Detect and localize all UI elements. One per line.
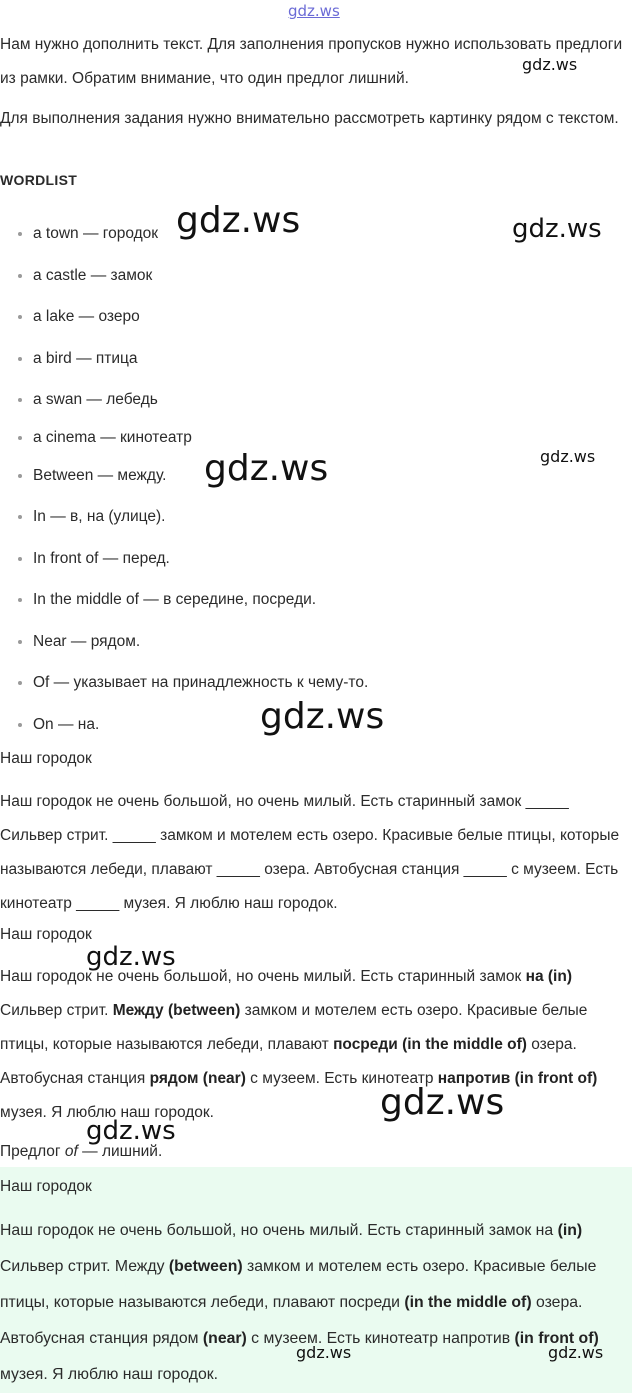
intro-paragraph: Нам нужно дополнить текст. Для заполнения пропусков нужно использовать предлоги из рамки. Обратим внимание, что один предлог лишний.	[0, 36, 623, 87]
task-text: Наш городок не очень большой, но очень милый. Есть старинный замок _____ Сильвер стрит. _____ замком и мотелем есть озеро. Красивые белые птицы, которые называются лебеди, плавают _____ озера. Автобусная станция _____ с музеем. Есть кинотеатр _____ музея. Я люблю наш городок.	[0, 793, 620, 912]
answer-in-front-of: напротив (in front of)	[437, 1070, 598, 1087]
watermark: gdz.ws	[512, 214, 602, 244]
watermark: gdz.ws	[522, 55, 578, 74]
wordlist-item: a swan — лебедь	[0, 379, 620, 421]
wordlist-item: a town — городок	[0, 213, 620, 255]
wordlist-item: In front of — перед.	[0, 538, 620, 580]
watermark-top-link[interactable]: gdz.ws	[288, 2, 340, 20]
solution-title: Наш городок	[0, 926, 92, 943]
answer-title: Наш городок	[0, 1178, 92, 1195]
wordlist-item: In — в, на (улице).	[0, 496, 620, 538]
wordlist-item: a lake — озеро	[0, 296, 620, 338]
answer-text: Наш городок не очень большой, но очень милый. Есть старинный замок на (in) Сильвер стрит. Между (between) замком и мотелем есть озеро. Красивые белые птицы, которые называются лебеди, плавают посреди (in the middle of) озера. Автобусная станция рядом (near) с музеем. Есть кинотеатр напротив (in front of) музея. Я люблю наш городок.	[0, 1222, 599, 1383]
watermark: gdz.ws	[86, 1116, 176, 1146]
wordlist-item: a bird — птица	[0, 338, 620, 380]
wordlist-item: a cinema — кинотеатр	[0, 421, 620, 455]
wordlist-heading: WORDLIST	[0, 172, 78, 188]
wordlist-item: Of — указывает на принадлежность к чему-то.	[0, 662, 620, 704]
watermark: gdz.ws	[540, 447, 596, 466]
watermark: gdz.ws	[548, 1343, 604, 1362]
watermark: gdz.ws	[380, 1082, 505, 1123]
wordlist-item: In the middle of — в середине, посреди.	[0, 579, 620, 621]
answer-near: рядом (near)	[149, 1070, 246, 1087]
watermark: gdz.ws	[86, 942, 176, 972]
wordlist-item: Near — рядом.	[0, 621, 620, 663]
answer-between: Между (between)	[112, 1002, 241, 1019]
task-title: Наш городок	[0, 750, 92, 767]
wordlist-item: a castle — замок	[0, 255, 620, 297]
watermark: gdz.ws	[176, 200, 301, 241]
watermark: gdz.ws	[260, 696, 385, 737]
intro-paragraph-2: Для выполнения задания нужно внимательно рассмотреть картинку рядом с текстом.	[0, 110, 619, 127]
wordlist-item: On — на.	[0, 704, 620, 746]
watermark: gdz.ws	[204, 448, 329, 489]
watermark: gdz.ws	[296, 1343, 352, 1362]
answer-in: на (in)	[525, 968, 572, 985]
answer-in-the-middle-of: посреди (in the middle of)	[333, 1036, 527, 1053]
wordlist-item: Between — между.	[0, 455, 620, 497]
solution-text: Наш городок не очень большой, но очень милый. Есть старинный замок на (in) Сильвер стрит. Между (between) замком и мотелем есть озеро. Красивые белые птицы, которые называются лебеди, плавают посреди (in the middle of) озера. Автобусная станция рядом (near) с музеем. Есть кинотеатр напротив (in front of) музея. Я люблю наш городок.	[0, 968, 598, 1121]
extra-preposition-note: Предлог of — лишний.	[0, 1143, 163, 1160]
